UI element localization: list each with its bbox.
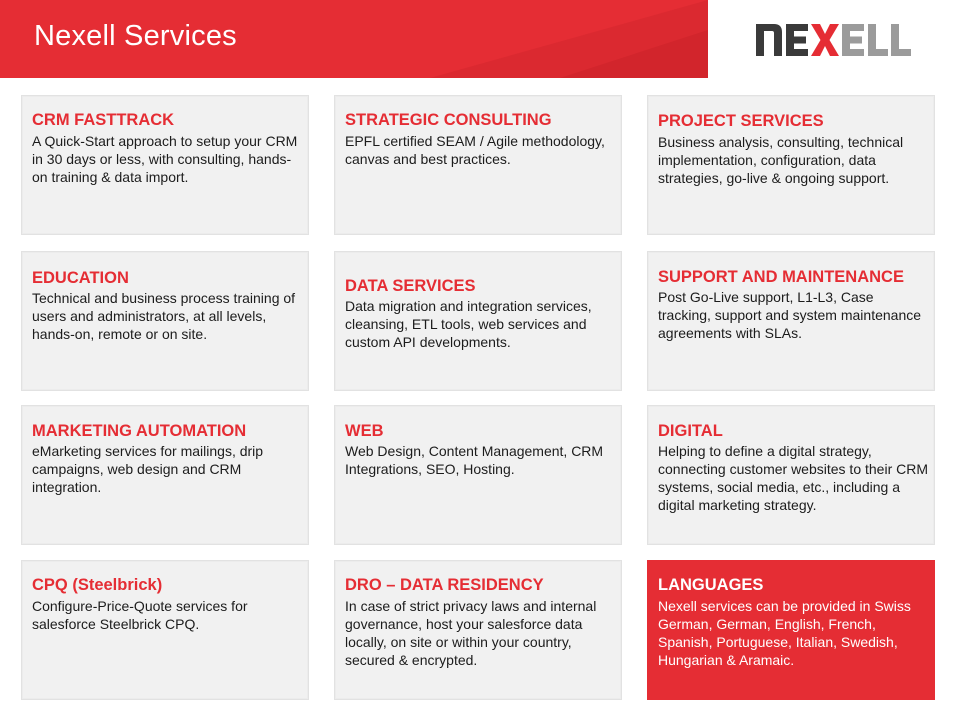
- card-text: Nexell services can be provided in Swiss German, German, English, French, Spanish, Portuguese, Italian, Swedish, Hungarian & Aramaic.: [658, 598, 911, 668]
- card-text: Helping to define a digital strategy, connecting customer websites to their CRM systems, social media, etc., including a digital marketing strategy.: [658, 443, 928, 513]
- card-title: LANGUAGES: [658, 576, 764, 594]
- service-card-support-maintenance: [647, 251, 935, 391]
- service-card-data-residency: [334, 560, 622, 700]
- service-card-languages: [647, 560, 935, 700]
- service-card-crm-fasttrack: [21, 95, 309, 235]
- card-title: PROJECT SERVICES: [658, 112, 824, 130]
- card-title: CPQ (Steelbrick): [32, 576, 163, 594]
- card-title: CRM FASTTRACK: [32, 111, 175, 129]
- service-card-cpq: [21, 560, 309, 700]
- card-text: Technical and business process training of users and administrators, at all levels, hands-on, remote or on site.: [32, 290, 296, 342]
- header-red-band: [0, 0, 708, 78]
- card-title: DIGITAL: [658, 422, 723, 440]
- page-title: Nexell Services: [34, 20, 237, 52]
- service-card-project-services: [647, 95, 935, 235]
- service-card-data-services: [334, 251, 622, 391]
- card-text: Configure-Price-Quote services for salesforce Steelbrick CPQ.: [32, 598, 248, 632]
- service-card-strategic-consulting: [334, 95, 622, 235]
- card-title: SUPPORT AND MAINTENANCE: [658, 268, 904, 286]
- card-title: DATA SERVICES: [345, 277, 476, 295]
- card-title: DRO – DATA RESIDENCY: [345, 576, 544, 594]
- card-text: Web Design, Content Management, CRM Integrations, SEO, Hosting.: [345, 443, 604, 477]
- card-title: WEB: [345, 422, 384, 440]
- card-text: A Quick-Start approach to setup your CRM in 30 days or less, with consulting, hands-on training & data import.: [32, 133, 298, 185]
- card-text: In case of strict privacy laws and internal governance, host your salesforce data locally, on site or within your country, secured & encrypted.: [345, 598, 597, 668]
- card-text: eMarketing services for mailings, drip campaigns, web design and CRM integration.: [32, 443, 264, 495]
- card-title: MARKETING AUTOMATION: [32, 422, 247, 440]
- service-card-marketing-automation: [21, 405, 309, 545]
- card-text: Data migration and integration services, cleansing, ETL tools, web services and custom API developments.: [345, 298, 592, 350]
- nexell-logo: [756, 24, 912, 56]
- card-title: STRATEGIC CONSULTING: [345, 111, 552, 129]
- card-title: EDUCATION: [32, 269, 129, 287]
- card-text: Post Go-Live support, L1-L3, Case tracking, support and system maintenance agreements with SLAs.: [658, 289, 922, 341]
- service-card-digital: [647, 405, 935, 545]
- card-text: Business analysis, consulting, technical implementation, configuration, data strategies, go-live & ongoing support.: [658, 134, 904, 186]
- card-text: EPFL certified SEAM / Agile methodology, canvas and best practices.: [345, 133, 605, 167]
- service-card-education: [21, 251, 309, 391]
- logo-area: [708, 0, 958, 78]
- service-card-web: [334, 405, 622, 545]
- header-banner: [0, 0, 958, 78]
